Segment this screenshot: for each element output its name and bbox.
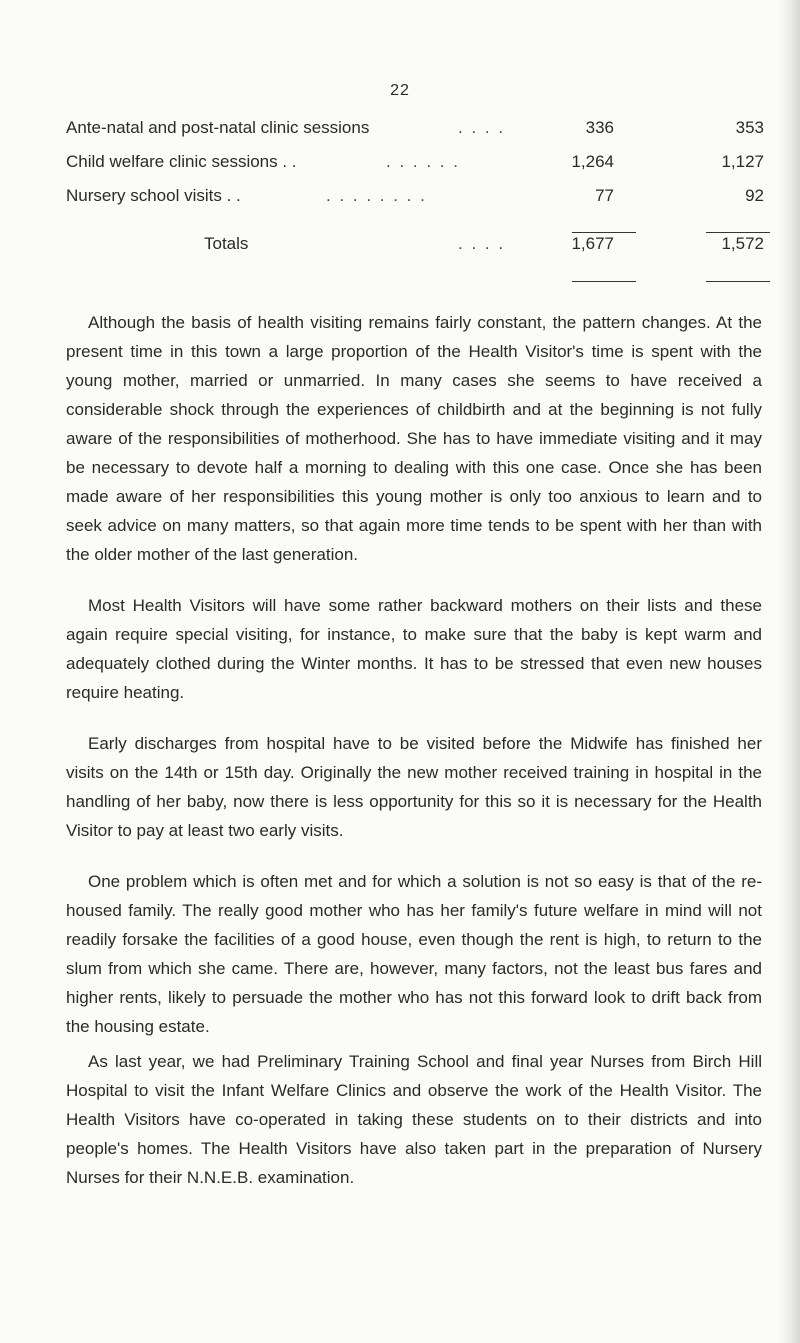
paragraph: As last year, we had Preliminary Training School and final year Nurses from Birch Hill Hospital to visit the Infant Welfare Clinics and observe the work of the Health Visitor. The Health Visitors have co-operated in taking these students on to their districts and into people's homes. The Health Visitors have also taken part in the preparation of Nursery Nurses for their N.N.E.B. examination.	[66, 1052, 762, 1187]
value-col2: 1,127	[721, 152, 764, 171]
dot-leader: . . . .	[458, 118, 506, 137]
table-row	[66, 118, 770, 152]
dot-leader: . . . .	[458, 234, 506, 253]
total-col1: 1,677	[571, 234, 614, 253]
body-text	[66, 308, 762, 1214]
dot-leader: . . . . . . . .	[326, 186, 427, 205]
dot-leader: . . . . . .	[386, 152, 460, 171]
totals-row	[66, 234, 770, 268]
paragraph: Most Health Visitors will have some rather backward mothers on their lists and these again require special visiting, for instance, to make sure that the baby is kept warm and adequately clothed during the Winter months. It has to be stressed that even new houses require heating.	[66, 596, 762, 702]
paragraph: Early discharges from hospital have to be visited before the Midwife has finished her visits on the 14th or 15th day. Originally the new mother received training in hospital in the handling of her baby, now there is less opportunity for this so it is necessary for the Health Visitor to pay at least two early visits.	[66, 734, 762, 840]
total-rule	[706, 281, 770, 282]
table-row	[66, 152, 770, 186]
value-col1: 77	[595, 186, 614, 205]
clinic-statistics-table	[66, 118, 770, 268]
row-label: Ante-natal and post-natal clinic sessions	[66, 118, 370, 137]
subtotal-rule	[572, 232, 636, 233]
page-number: 22	[390, 82, 410, 99]
paragraph: Although the basis of health visiting remains fairly constant, the pattern changes. At the present time in this town a large proportion of the Health Visitor's time is spent with the young mother, married or unmarried. In many cases she seems to have received a considerable shock through the experiences of childbirth and at the beginning is not fully aware of the responsibilities of motherhood. She has to have immediate visiting and it may be necessary to devote half a morning to dealing with this one case. Once she has been made aware of her responsibilities this young mother is only too anxious to learn and to seek advice on many matters, so that again more time tends to be spent with her than with the older mother of the last generation.	[66, 313, 762, 564]
paragraph: One problem which is often met and for which a solution is not so easy is that of the re-housed family. The really good mother who has her family's future welfare in mind will not readily forsake the facilities of a good house, even though the rent is high, to return to the slum from which she came. There are, however, many factors, not the least bus fares and higher rents, likely to persuade the mother who has not this forward look to drift back from the housing estate.	[66, 872, 762, 1036]
subtotal-rule	[706, 232, 770, 233]
value-col1: 1,264	[571, 152, 614, 171]
value-col1: 336	[585, 118, 614, 137]
row-label: Nursery school visits . .	[66, 186, 241, 205]
table-row	[66, 186, 770, 220]
row-label: Child welfare clinic sessions . .	[66, 152, 297, 171]
value-col2: 353	[735, 118, 764, 137]
page-edge-shadow	[778, 0, 800, 1343]
total-rule	[572, 281, 636, 282]
total-col2: 1,572	[721, 234, 764, 253]
value-col2: 92	[745, 186, 764, 205]
totals-label: Totals	[204, 234, 249, 253]
